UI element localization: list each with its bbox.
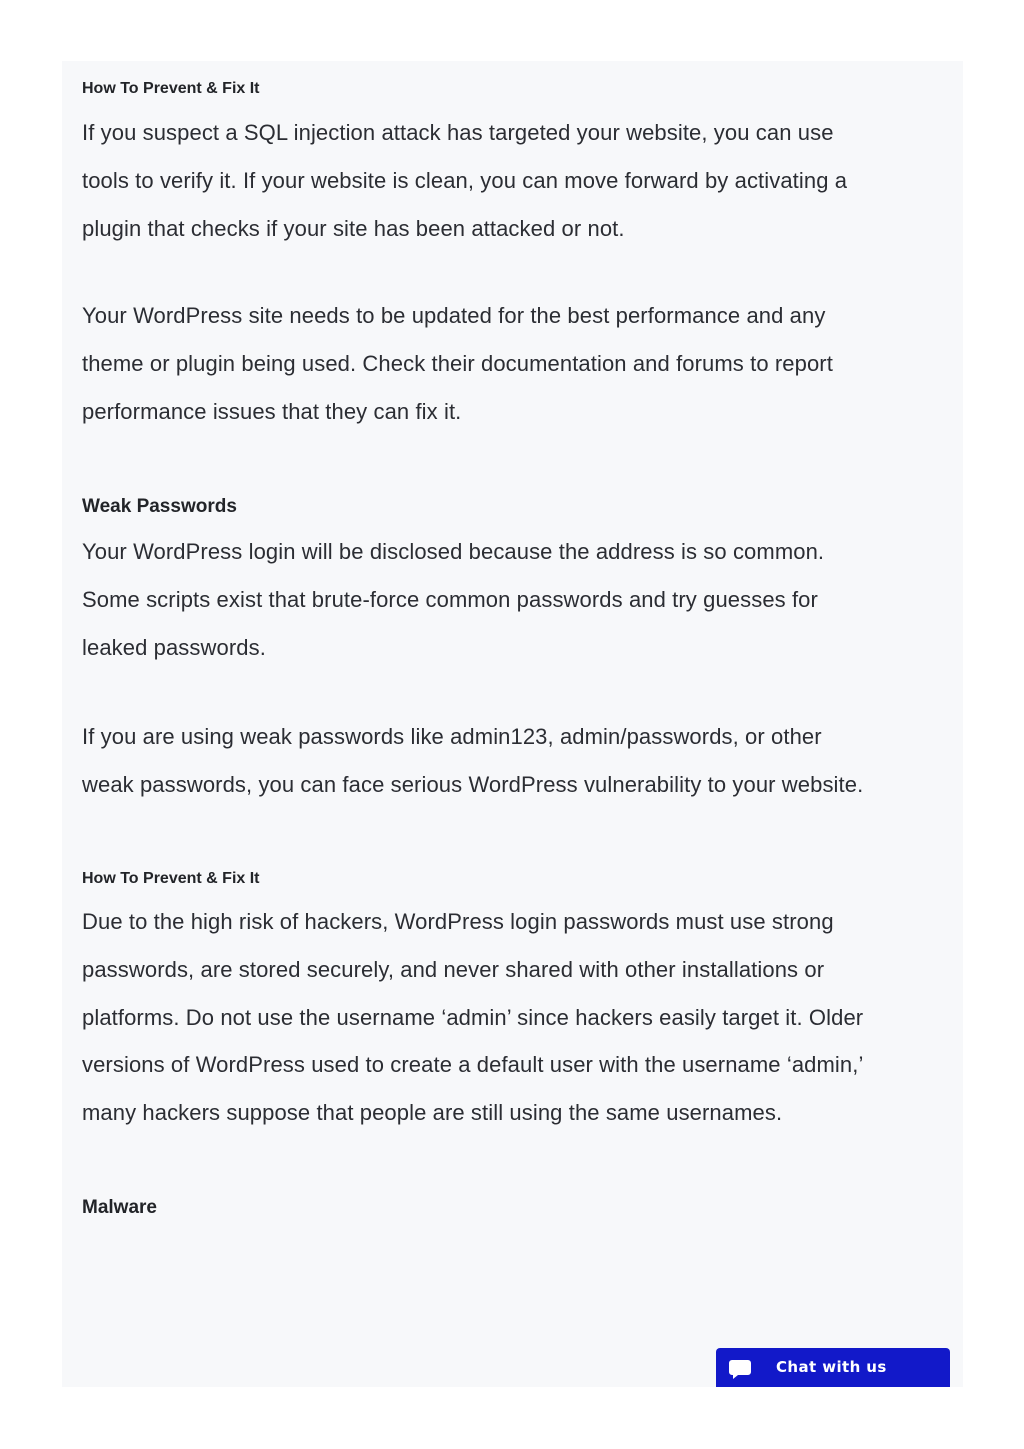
chat-with-us-button[interactable] bbox=[716, 1348, 950, 1387]
chat-button-label: Chat with us bbox=[776, 1358, 887, 1376]
section-heading-prevent-fix-1: How To Prevent & Fix It bbox=[82, 80, 260, 97]
paragraph-line: performance issues that they can fix it. bbox=[82, 398, 462, 424]
paragraph-line: platforms. Do not use the username ‘admin’ since hackers easily target it. Older bbox=[82, 1004, 864, 1030]
paragraph-line: tools to verify it. If your website is clean, you can move forward by activating a bbox=[82, 167, 848, 193]
chat-bubble-icon bbox=[728, 1357, 752, 1381]
paragraph-weak-examples bbox=[82, 713, 942, 809]
paragraph-line: leaked passwords. bbox=[82, 634, 266, 660]
paragraph-line: weak passwords, you can face serious WordPress vulnerability to your website. bbox=[82, 771, 864, 797]
article-panel bbox=[62, 61, 963, 1387]
paragraph-line: Some scripts exist that brute-force common passwords and try guesses for bbox=[82, 586, 818, 612]
paragraph-line: passwords, are stored securely, and never shared with other installations or bbox=[82, 956, 825, 982]
paragraph-weak-login bbox=[82, 528, 942, 671]
paragraph-line: If you suspect a SQL injection attack has targeted your website, you can use bbox=[82, 120, 834, 145]
paragraph-line: Your WordPress site needs to be updated for the best performance and any bbox=[82, 303, 826, 328]
paragraph-sql-injection bbox=[82, 109, 942, 252]
paragraph-updates bbox=[82, 292, 942, 435]
paragraph-line: theme or plugin being used. Check their documentation and forums to report bbox=[82, 350, 833, 376]
paragraph-line: Due to the high risk of hackers, WordPress login passwords must use strong bbox=[82, 909, 834, 934]
paragraph-line: Your WordPress login will be disclosed because the address is so common. bbox=[82, 539, 825, 564]
section-heading-weak-passwords: Weak Passwords bbox=[82, 496, 237, 517]
section-heading-prevent-fix-2: How To Prevent & Fix It bbox=[82, 870, 260, 887]
paragraph-line: plugin that checks if your site has been attacked or not. bbox=[82, 215, 625, 241]
paragraph-line: If you are using weak passwords like admin123, admin/passwords, or other bbox=[82, 724, 822, 749]
paragraph-line: versions of WordPress used to create a default user with the username ‘admin,’ bbox=[82, 1052, 864, 1078]
section-heading-malware: Malware bbox=[82, 1197, 157, 1218]
paragraph-line: many hackers suppose that people are still using the same usernames. bbox=[82, 1100, 783, 1126]
paragraph-strong-passwords bbox=[82, 898, 942, 1137]
